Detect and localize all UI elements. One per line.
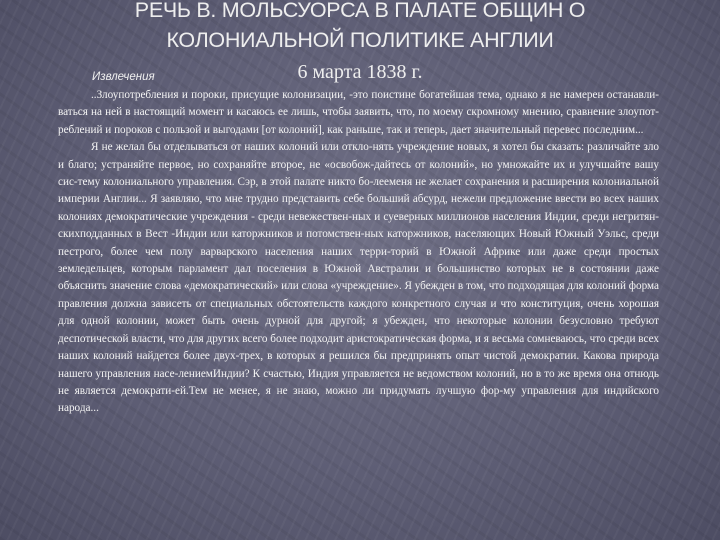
paragraph-2: Я не желал бы отделываться от наших колоний или откло-нять учреждение новых, я хотел бы сказать: различайте зло и благо; устраняйте первое, но сохраняйте второе, не «освобож-дайтесь от колоний», но умножайте их и улучшайте вашу сис-тему колониального управления. Сэр, в этой палате никто бо-лееменя не желает сохранения и расширения колониальной империи Англии... Я заявляю, что мне трудно представить себе больший абсурд, нежели предложение ввести во всех наших колониях демократические учреждения - среди невежествен-ных и суеверных миллионов населения Индии, среди негритян-скихподданных в Вест -Индии или каторжников и потомствен-ных каторжников, населяющих Новый Южный Уэльс, среди пестрого, более чем полу варварского населения наших терри-торий в Южной Африке или даже среди простых земледельцев, которым парламент дал поселения в Южной Австралии и большинство которых не в состоянии даже объяснить значение слова «демократический» или слова «учреждение». Я убежден в том, что подходящая для колоний форма правления должна зависеть от специальных обстоятельств каждого конкретного случая и что конституция, очень хорошая для одной колонии, может быть очень дурной для другой; я убежден, что некоторые колонии безусловно требуют деспотической власти, что для других всего более подходит аристократическая форма, и я весьма сомневаюсь, что среди всех наших колоний найдется более двух-трех, в которых я решился бы предпринять опыт чистой демократии. Какова природа нашего управления насе-лениемИндии? К счастью, Индия управляется не ведомством колоний, но в то же время она отнюдь не является демократи-ей.Тем не менее, я не знаю, можно ли придумать лучшую фор-му управления для индийского народа...	[58, 141, 659, 415]
speech-date: 6 марта 1838 г.	[297, 61, 423, 83]
title-line-2: КОЛОНИАЛЬНОЙ ПОЛИТИКЕ АНГЛИИ	[166, 28, 554, 52]
speech-excerpt	[58, 87, 659, 418]
slide-title	[90, 0, 630, 55]
paragraph-1: ..Злоупотребления и пороки, присущие колонизации, -это поистине богатейшая тема, однако я не намерен останавли-ваться на ней в настоящий момент и касаюсь ее лишь, чтобы заявить, что, по моему скромному мнению, сравнение злоупот-реблений и пороков с пользой и выгодами [от колоний], как раньше, так и теперь, дает значительный перевес последним...	[58, 89, 659, 136]
title-line-1: РЕЧЬ В. МОЛЬСУОРСА В ПАЛАТЕ ОБЩИН О	[134, 0, 586, 22]
excerpt-label: Извлечения	[92, 71, 155, 83]
